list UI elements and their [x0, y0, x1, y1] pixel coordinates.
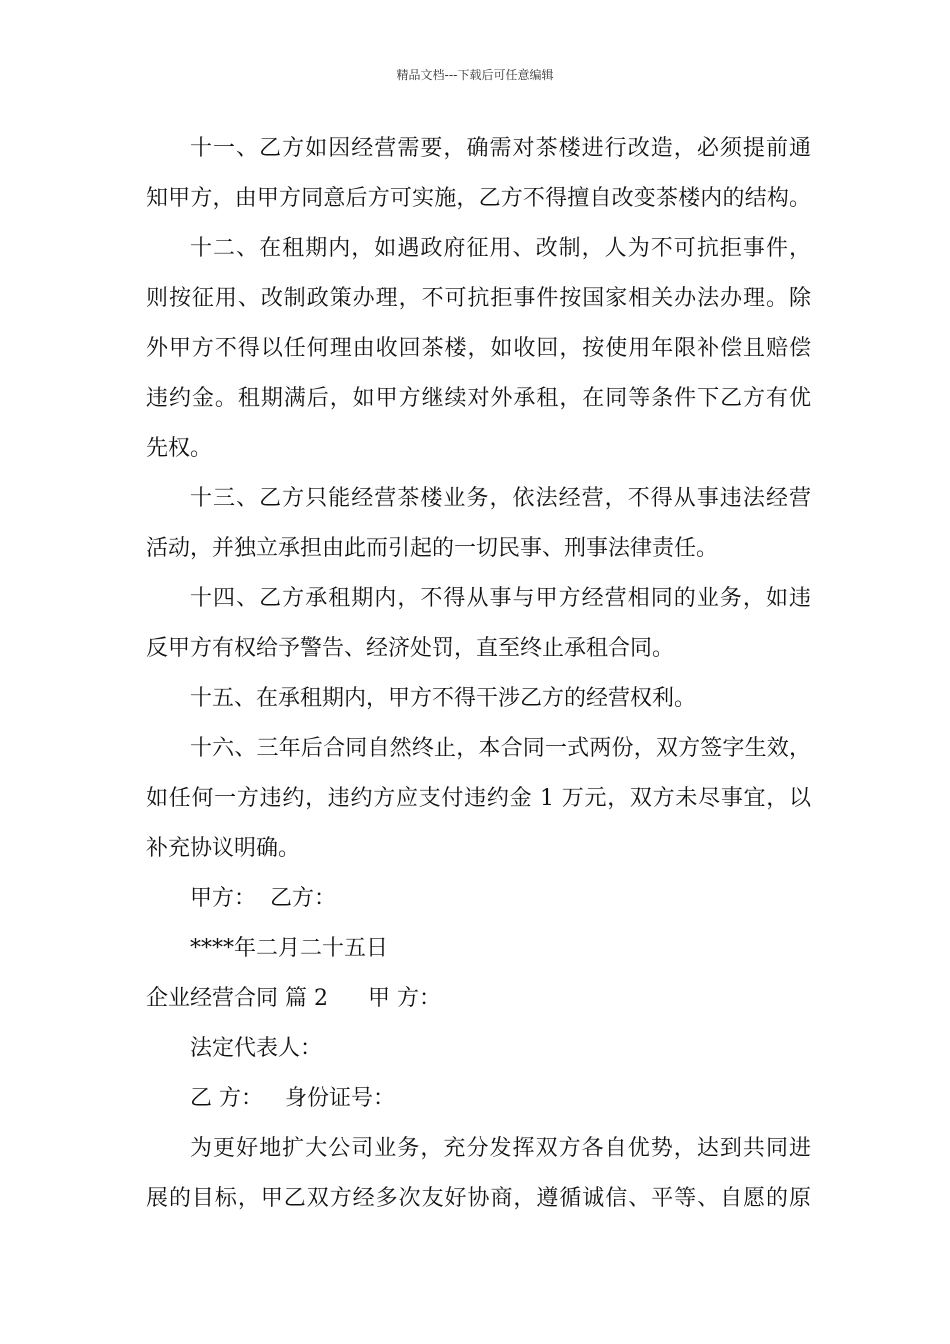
paragraph-line: 十一、乙方如因经营需要，确需对茶楼进行改造，必须提前通 [190, 136, 811, 161]
party-b-line [146, 1074, 811, 1124]
paragraph-line: 十四、乙方承租期内，不得从事与甲方经营相同的业务，如违 [190, 586, 811, 611]
paragraph-line: 如任何一方违约，违约方应支付违约金 1 万元，双方未尽事宜，以 [146, 786, 811, 811]
id-number-label: 身份证号： [285, 1086, 396, 1111]
section-title: 企业经营合同 篇 2 [146, 986, 328, 1011]
section-party-a-label: 甲 方： [367, 986, 441, 1011]
party-a-signature-label: 甲方： [190, 886, 257, 911]
page-header: 精品文档---下载后可任意编辑 [396, 68, 554, 82]
party-b-signature-label: 乙方： [270, 886, 337, 911]
paragraph-line: 十六、三年后合同自然终止，本合同一式两份，双方签字生效， [190, 736, 811, 761]
paragraph-line: 十五、在承租期内，甲方不得干涉乙方的经营权利。 [190, 686, 697, 711]
paragraph-line: 补充协议明确。 [146, 836, 301, 861]
paragraph-line: 则按征用、改制政策办理，不可抗拒事件按国家相关办法办理。除 [146, 286, 811, 311]
party-b-label: 乙 方： [190, 1086, 263, 1111]
paragraph-line: 十二、在租期内，如遇政府征用、改制，人为不可抗拒事件， [190, 236, 811, 261]
paragraph-line: 反甲方有权给予警告、经济处罚，直至终止承租合同。 [146, 636, 675, 661]
date-line: ****年二月二十五日 [190, 936, 389, 961]
paragraph-line: 外甲方不得以任何理由收回茶楼，如收回，按使用年限补偿且赔偿 [146, 336, 811, 361]
paragraph-line: 知甲方，由甲方同意后方可实施，乙方不得擅自改变茶楼内的结构。 [146, 186, 811, 211]
document-body [146, 124, 811, 1224]
section-heading-line [146, 974, 811, 1024]
signature-line [146, 874, 811, 924]
paragraph-line: 展的目标，甲乙双方经多次友好协商，遵循诚信、平等、自愿的原 [146, 1186, 811, 1211]
paragraph-line: 为更好地扩大公司业务，充分发挥双方各自优势，达到共同进 [190, 1136, 811, 1161]
legal-representative-line: 法定代表人： [190, 1036, 323, 1061]
paragraph-line: 活动，并独立承担由此而引起的一切民事、刑事法律责任。 [146, 536, 719, 561]
paragraph-line: 十三、乙方只能经营茶楼业务，依法经营，不得从事违法经营 [190, 486, 811, 511]
paragraph-line: 先权。 [146, 436, 213, 461]
paragraph-line: 违约金。租期满后，如甲方继续对外承租，在同等条件下乙方有优 [146, 386, 811, 411]
